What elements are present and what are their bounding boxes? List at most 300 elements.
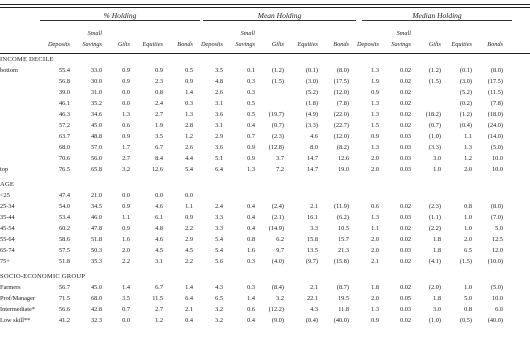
table-top-rule-inner	[0, 7, 530, 8]
column-header: Bonds	[487, 41, 503, 48]
table-cell: 0.9	[371, 133, 379, 140]
column-header: Bonds	[333, 41, 349, 48]
table-cell: 0.3	[247, 258, 255, 265]
table-cell: (0.4)	[459, 122, 472, 129]
table-cell: 8.4	[155, 155, 163, 162]
table-cell: 3.5	[155, 133, 163, 140]
table-cell: 68.0	[90, 295, 102, 302]
table-cell: 30.0	[90, 78, 102, 85]
table-cell: (8.0)	[490, 203, 503, 210]
table-cell: 71.5	[58, 295, 70, 302]
table-row	[0, 155, 530, 166]
table-cell: 1.9	[371, 78, 379, 85]
table-cell: 56.0	[90, 155, 102, 162]
table-cell: 3.3	[215, 225, 223, 232]
table-cell: 60.2	[58, 225, 70, 232]
table-cell: 0.02	[399, 225, 411, 232]
table-cell: (8.0)	[490, 67, 503, 74]
column-header-super: Small	[240, 30, 255, 37]
table-cell: 0.9	[122, 67, 130, 74]
table-cell: (1.0)	[428, 133, 441, 140]
table-row	[0, 67, 530, 78]
table-cell: 0.9	[371, 89, 379, 96]
table-row	[0, 144, 530, 155]
table-row	[0, 284, 530, 295]
table-cell: 0.3	[247, 78, 255, 85]
table-cell: (5.2)	[305, 89, 318, 96]
row-label: bottom	[0, 67, 18, 74]
table-row	[0, 111, 530, 122]
table-row	[0, 133, 530, 144]
table-cell: (3.0)	[459, 78, 472, 85]
table-cell: (18.2)	[425, 111, 441, 118]
table-row	[0, 100, 530, 111]
column-header: Equities	[451, 41, 472, 48]
table-cell: (2.4)	[271, 203, 284, 210]
table-cell: (0.4)	[305, 317, 318, 324]
table-cell: 0.02	[399, 284, 411, 291]
table-cell: 47.4	[58, 192, 70, 199]
table-cell: (1.2)	[428, 67, 441, 74]
table-cell: (0.2)	[459, 100, 472, 107]
column-header: Savings	[235, 41, 255, 48]
table-cell: (7.8)	[490, 100, 503, 107]
row-label: 35-44	[0, 214, 15, 221]
table-cell: 2.2	[122, 258, 130, 265]
row-label: 45-54	[0, 225, 15, 232]
column-header: Gilts	[271, 41, 284, 48]
table-cell: 2.0	[464, 236, 472, 243]
table-cell: 1.3	[464, 144, 472, 151]
table-cell: 2.3	[155, 78, 163, 85]
table-cell: 5.0	[464, 295, 472, 302]
table-cell: (22.7)	[333, 122, 349, 129]
column-header: Equities	[297, 41, 318, 48]
table-row	[0, 306, 530, 317]
table-cell: 3.3	[310, 225, 318, 232]
table-cell: 2.1	[185, 306, 193, 313]
table-cell: 0.4	[247, 317, 255, 324]
table-cell: (22.0)	[333, 111, 349, 118]
table-cell: 56.7	[58, 284, 70, 291]
table-cell: 0.8	[155, 89, 163, 96]
table-cell: 0.3	[185, 100, 193, 107]
table-cell: 0.3	[247, 89, 255, 96]
table-row	[0, 236, 530, 247]
table-cell: 39.0	[58, 89, 70, 96]
table-cell: 12.6	[151, 166, 163, 173]
table-cell: 0.1	[247, 67, 255, 74]
table-cell: 0.9	[185, 214, 193, 221]
table-cell: 1.4	[185, 284, 193, 291]
table-cell: 3.0	[433, 306, 441, 313]
table-cell: 2.0	[464, 166, 472, 173]
table-cell: (5.0)	[490, 284, 503, 291]
table-cell: 3.1	[155, 258, 163, 265]
table-cell: 0.02	[399, 78, 411, 85]
table-cell: 6.7	[155, 284, 163, 291]
section-title: SOCIO-ECONOMIC GROUP	[0, 273, 86, 280]
table-cell: 1.3	[371, 67, 379, 74]
row-label: 25-34	[0, 203, 15, 210]
column-header-super: Small	[87, 30, 102, 37]
table-row	[0, 166, 530, 177]
table-cell: 47.8	[90, 225, 102, 232]
column-header: Deposits	[356, 41, 379, 48]
table-cell: 1.1	[185, 203, 193, 210]
table-cell: 6.5	[464, 247, 472, 254]
table-cell: 4.8	[155, 225, 163, 232]
table-cell: 0.5	[247, 111, 255, 118]
table-cell: 0.05	[399, 295, 411, 302]
table-cell: 3.6	[215, 144, 223, 151]
table-cell: 0.02	[399, 258, 411, 265]
table-cell: 57.0	[90, 144, 102, 151]
table-cell: 45.0	[90, 284, 102, 291]
table-cell: (10.0)	[487, 258, 503, 265]
table-cell: (11.9)	[334, 203, 349, 210]
table-cell: 12.0	[491, 247, 503, 254]
table-top-rule	[0, 4, 530, 5]
table-cell: 4.5	[155, 247, 163, 254]
table-cell: 10.0	[491, 166, 503, 173]
table-cell: 0.4	[247, 122, 255, 129]
table-row	[0, 122, 530, 133]
table-cell: 3.6	[215, 111, 223, 118]
table-cell: (17.5)	[333, 78, 349, 85]
table-cell: 35.2	[90, 100, 102, 107]
table-cell: 3.5	[215, 67, 223, 74]
table-cell: (12.8)	[268, 144, 284, 151]
table-cell: 0.0	[122, 100, 130, 107]
table-cell: 0.02	[399, 203, 411, 210]
table-cell: 0.03	[399, 214, 411, 221]
table-cell: 1.6	[122, 236, 130, 243]
table-cell: 10.0	[491, 295, 503, 302]
table-cell: 1.3	[371, 144, 379, 151]
table-cell: 46.0	[90, 214, 102, 221]
table-cell: (5.2)	[459, 89, 472, 96]
table-cell: 3.0	[433, 155, 441, 162]
table-cell: 58.6	[58, 236, 70, 243]
table-cell: 1.3	[371, 100, 379, 107]
group-header: % Holding	[103, 11, 137, 20]
table-cell: 0.7	[122, 306, 130, 313]
column-header: Equities	[142, 41, 163, 48]
table-cell: 2.6	[215, 89, 223, 96]
table-cell: 0.02	[399, 89, 411, 96]
table-cell: 5.1	[215, 155, 223, 162]
table-cell: 51.8	[58, 258, 70, 265]
table-cell: (9.0)	[271, 317, 284, 324]
table-cell: 45.0	[90, 122, 102, 129]
table-cell: 0.02	[399, 67, 411, 74]
table-cell: 0.9	[122, 133, 130, 140]
table-cell: (8.0)	[336, 67, 349, 74]
table-cell: (2.1)	[271, 214, 284, 221]
table-cell: (0.1)	[305, 67, 318, 74]
table-cell: 1.0	[433, 166, 441, 173]
table-cell: 1.5	[371, 122, 379, 129]
column-header: Deposits	[200, 41, 223, 48]
table-cell: 2.4	[155, 100, 163, 107]
table-cell: 1.1	[464, 133, 472, 140]
table-cell: 0.6	[371, 203, 379, 210]
table-cell: 2.0	[371, 236, 379, 243]
table-cell: 2.8	[185, 122, 193, 129]
table-cell: (40.0)	[487, 317, 503, 324]
table-cell: 16.1	[306, 214, 318, 221]
table-cell: 1.8	[433, 295, 441, 302]
table-cell: (4.9)	[305, 111, 318, 118]
table-cell: 1.3	[371, 306, 379, 313]
table-cell: 3.1	[215, 122, 223, 129]
table-cell: (2.0)	[428, 284, 441, 291]
table-cell: 0.02	[399, 100, 411, 107]
table-cell: 1.4	[122, 284, 130, 291]
table-cell: 4.3	[215, 284, 223, 291]
table-cell: (3.0)	[305, 78, 318, 85]
table-cell: (1.5)	[459, 258, 472, 265]
table-row	[0, 225, 530, 236]
table-cell: 5.6	[215, 258, 223, 265]
table-cell: 55.4	[58, 67, 70, 74]
table-cell: 0.7	[247, 133, 255, 140]
table-cell: 46.3	[58, 111, 70, 118]
table-row	[0, 295, 530, 306]
table-cell: 0.4	[247, 225, 255, 232]
table-cell: 1.3	[185, 111, 193, 118]
table-cell: 1.2	[155, 317, 163, 324]
table-row	[0, 258, 530, 269]
table-cell: 0.02	[399, 111, 411, 118]
table-cell: (0.7)	[428, 122, 441, 129]
table-cell: 51.8	[90, 236, 102, 243]
table-cell: 12.6	[337, 155, 349, 162]
table-cell: 46.1	[58, 100, 70, 107]
row-label: <25	[0, 192, 10, 199]
table-cell: 1.8	[433, 236, 441, 243]
table-cell: (5.0)	[490, 144, 503, 151]
table-row	[0, 203, 530, 214]
table-cell: (6.2)	[336, 214, 349, 221]
row-label: 65-74	[0, 247, 15, 254]
table-cell: 1.9	[155, 122, 163, 129]
table-cell: 68.0	[58, 144, 70, 151]
table-cell: 76.5	[58, 166, 70, 173]
table-cell: 1.3	[247, 166, 255, 173]
table-cell: 0.5	[185, 67, 193, 74]
table-cell: 3.2	[215, 317, 223, 324]
table-cell: 6.2	[276, 236, 284, 243]
table-cell: (2.3)	[271, 133, 284, 140]
table-cell: (7.0)	[490, 214, 503, 221]
column-header: Savings	[82, 41, 102, 48]
table-cell: 56.8	[58, 78, 70, 85]
table-cell: 2.2	[185, 225, 193, 232]
table-cell: 19.0	[337, 166, 349, 173]
table-cell: 41.2	[58, 317, 70, 324]
table-cell: (2.3)	[428, 203, 441, 210]
table-cell: 2.1	[371, 258, 379, 265]
table-cell: 4.5	[185, 247, 193, 254]
row-label: 55-64	[0, 236, 15, 243]
table-cell: 2.0	[122, 247, 130, 254]
table-cell: 0.0	[185, 192, 193, 199]
row-label: Low skill**	[0, 317, 31, 324]
table-row	[0, 247, 530, 258]
table-cell: 0.9	[247, 155, 255, 162]
table-cell: 10.0	[491, 155, 503, 162]
table-cell: 7.2	[276, 166, 284, 173]
table-cell: 2.0	[371, 155, 379, 162]
table-cell: 4.6	[310, 133, 318, 140]
table-cell: 70.6	[58, 155, 70, 162]
row-label: 75+	[0, 258, 10, 265]
table-cell: 11.5	[152, 295, 163, 302]
table-cell: 4.6	[155, 203, 163, 210]
table-cell: 12.5	[491, 236, 503, 243]
table-cell: 2.1	[310, 203, 318, 210]
table-cell: 0.03	[399, 155, 411, 162]
table-cell: (9.7)	[305, 258, 318, 265]
table-cell: 53.4	[58, 214, 70, 221]
table-cell: 6.0	[495, 306, 503, 313]
table-cell: 2.9	[185, 236, 193, 243]
table-cell: 57.2	[58, 122, 70, 129]
table-cell: (1.2)	[459, 111, 472, 118]
table-cell: 0.9	[122, 203, 130, 210]
row-label: Prof/Manager	[0, 295, 35, 302]
table-cell: (24.0)	[487, 122, 503, 129]
table-cell: (2.2)	[428, 225, 441, 232]
table-cell: 0.0	[155, 192, 163, 199]
table-cell: 0.8	[247, 236, 255, 243]
table-cell: (18.0)	[487, 111, 503, 118]
table-cell: 3.3	[215, 214, 223, 221]
table-cell: 22.1	[306, 295, 318, 302]
table-cell: 2.9	[215, 133, 223, 140]
column-header-super: Small	[396, 30, 411, 37]
table-cell: 0.0	[122, 317, 130, 324]
group-rule	[362, 20, 512, 21]
row-label: top	[0, 166, 9, 173]
table-cell: 32.3	[90, 317, 102, 324]
table-cell: 56.6	[58, 306, 70, 313]
table-cell: (17.5)	[487, 78, 503, 85]
table-row	[0, 317, 530, 328]
table-cell: (3.3)	[305, 122, 318, 129]
table-cell: 2.7	[155, 306, 163, 313]
table-cell: (3.3)	[428, 144, 441, 151]
table-cell: 0.6	[122, 122, 130, 129]
table-cell: 50.3	[90, 247, 102, 254]
table-cell: 6.7	[155, 144, 163, 151]
table-cell: 2.2	[185, 258, 193, 265]
table-cell: (12.0)	[333, 133, 349, 140]
table-cell: 1.2	[464, 155, 472, 162]
table-cell: 5.0	[495, 225, 503, 232]
table-cell: 4.6	[155, 236, 163, 243]
table-cell: 6.4	[215, 166, 223, 173]
table-cell: (1.5)	[428, 78, 441, 85]
column-header: Deposits	[47, 41, 70, 48]
table-cell: 0.9	[247, 144, 255, 151]
table-cell: 0.02	[399, 122, 411, 129]
table-cell: 13.5	[306, 247, 318, 254]
table-cell: 1.4	[185, 89, 193, 96]
table-cell: (7.8)	[336, 100, 349, 107]
table-cell: (1.5)	[271, 78, 284, 85]
table-cell: 63.7	[58, 133, 70, 140]
table-cell: (0.5)	[459, 317, 472, 324]
row-label: Intermediate*	[0, 306, 35, 313]
table-cell: 10.5	[337, 225, 349, 232]
table-cell: 0.9	[185, 78, 193, 85]
table-cell: 0.03	[399, 133, 411, 140]
table-cell: 0.03	[399, 166, 411, 173]
table-cell: 0.02	[399, 317, 411, 324]
table-cell: 1.3	[122, 111, 130, 118]
table-cell: 0.9	[122, 78, 130, 85]
table-cell: 1.4	[247, 295, 255, 302]
table-cell: (1.1)	[428, 214, 441, 221]
table-cell: 1.0	[464, 214, 472, 221]
table-cell: (19.7)	[268, 111, 284, 118]
table-cell: 14.7	[306, 155, 318, 162]
table-cell: 1.3	[371, 111, 379, 118]
row-label: Farmers	[0, 284, 21, 291]
table-cell: 0.03	[399, 247, 411, 254]
group-rule	[40, 20, 200, 21]
table-cell: 1.7	[122, 144, 130, 151]
table-cell: 0.6	[247, 306, 255, 313]
table-cell: 1.0	[464, 284, 472, 291]
column-header: Gilts	[428, 41, 441, 48]
table-cell: 5.4	[185, 166, 193, 173]
table-cell: (15.8)	[333, 258, 349, 265]
table-cell: 1.1	[371, 225, 379, 232]
column-header: Savings	[391, 41, 411, 48]
table-row	[0, 89, 530, 100]
table-cell: 0.9	[155, 67, 163, 74]
table-cell: 2.7	[155, 111, 163, 118]
section-title: INCOME DECILE	[0, 56, 54, 63]
table-cell: (14.9)	[268, 225, 284, 232]
table-cell: 2.7	[122, 155, 130, 162]
table-cell: 2.1	[310, 284, 318, 291]
table-cell: 0.3	[247, 284, 255, 291]
table-cell: 6.1	[155, 214, 163, 221]
table-cell: 1.6	[247, 247, 255, 254]
table-cell: 5.4	[215, 236, 223, 243]
table-cell: (0.1)	[459, 67, 472, 74]
table-cell: 0.02	[399, 236, 411, 243]
table-cell: 0.0	[122, 192, 130, 199]
table-cell: 8.0	[310, 144, 318, 151]
table-cell: 57.5	[58, 247, 70, 254]
table-cell: (1.0)	[428, 317, 441, 324]
column-header: Bonds	[177, 41, 193, 48]
table-cell: 5.4	[215, 247, 223, 254]
table-cell: 31.0	[90, 89, 102, 96]
table-cell: 9.7	[276, 247, 284, 254]
table-cell: 3.1	[215, 100, 223, 107]
table-cell: 3.2	[122, 166, 130, 173]
group-header: Mean Holding	[257, 11, 302, 20]
table-cell: 1.2	[185, 133, 193, 140]
table-cell: (8.7)	[336, 284, 349, 291]
